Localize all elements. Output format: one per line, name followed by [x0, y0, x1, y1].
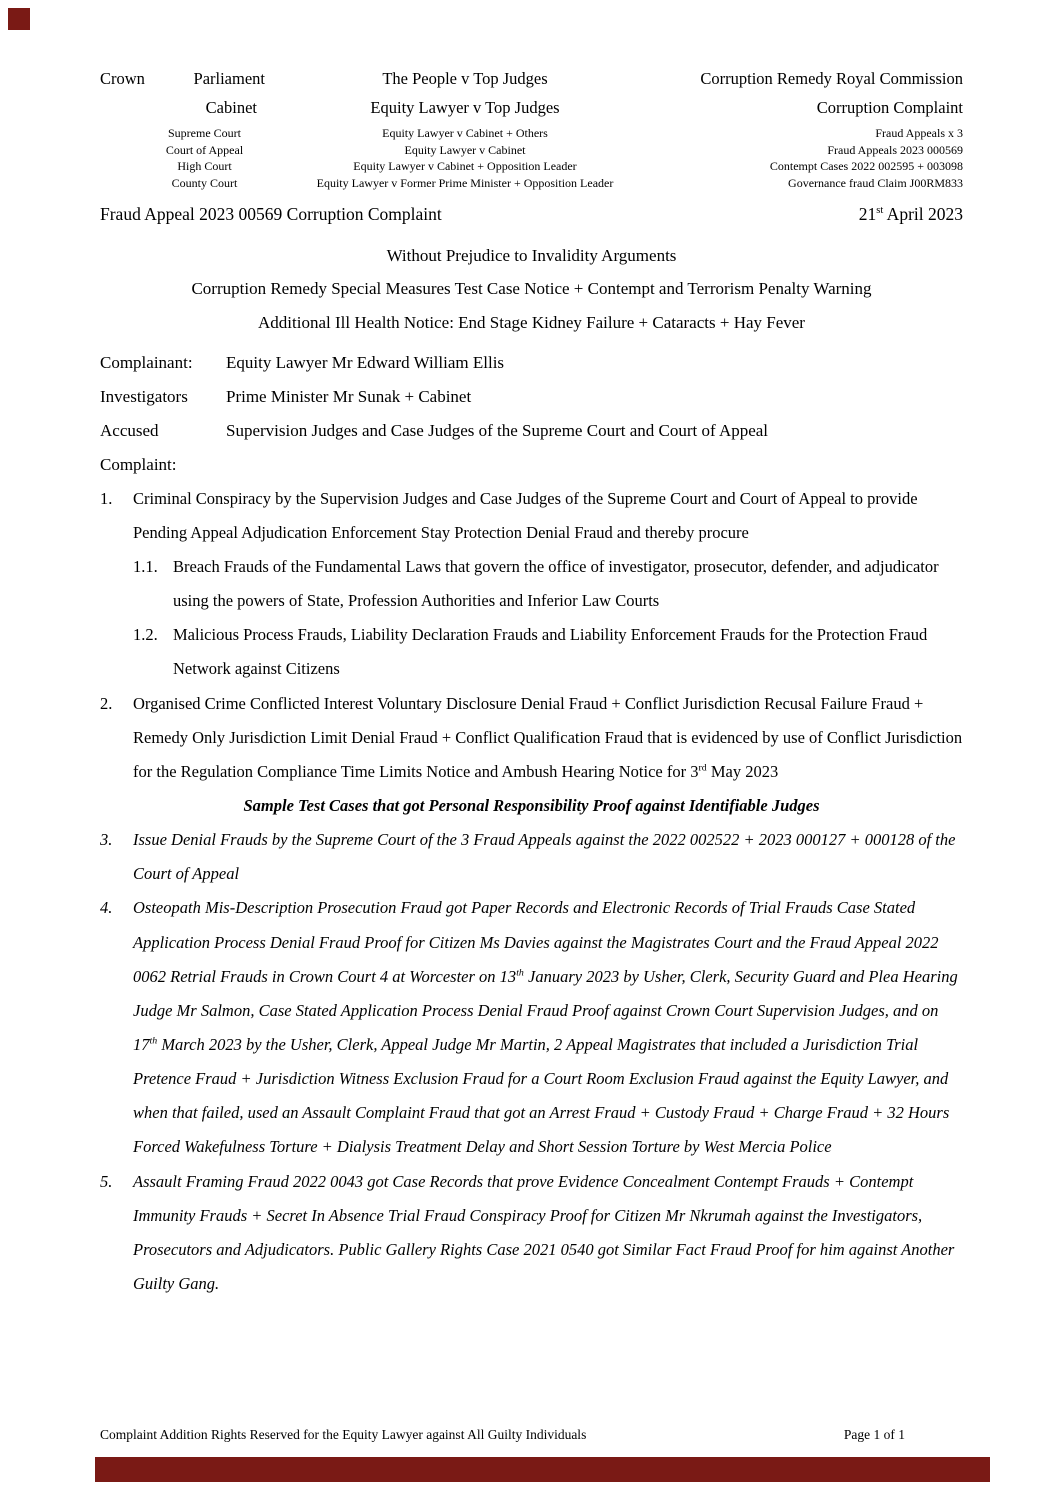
bottom-redaction-bar: [95, 1457, 990, 1482]
complaint-item-1-2: [133, 618, 963, 686]
item-number: 4.: [100, 898, 113, 918]
header-commission: Corruption Remedy Royal Commission: [700, 69, 963, 88]
reference-list-item: Governance fraud Claim J00RM833: [788, 176, 963, 191]
item-text: Malicious Process Frauds, Liability Declaration Frauds and Liability Enforcement Frauds for the Protection Fraud Network against Citizens: [173, 625, 928, 679]
party-row: [100, 380, 963, 414]
case-list: [265, 125, 665, 192]
complaint-item-3: [100, 823, 963, 891]
page-footer: [100, 1427, 963, 1443]
complaint-item-4: [100, 891, 963, 1164]
item-number: 1.: [100, 488, 113, 508]
header-case-title-2: Equity Lawyer v Top Judges: [370, 98, 560, 118]
party-value: [226, 448, 963, 482]
party-label: Complaint:: [100, 454, 177, 474]
party-row: [100, 346, 963, 380]
item-number: 3.: [100, 830, 113, 850]
court-list-item: High Court: [177, 159, 232, 174]
item-number: 5.: [100, 1171, 113, 1191]
footer-note: Complaint Addition Rights Reserved for the Equity Lawyer against All Guilty Individuals: [100, 1427, 587, 1442]
court-list: [122, 125, 287, 192]
party-row: [100, 448, 963, 482]
header-crown: Crown: [100, 69, 145, 88]
party-value: Supervision Judges and Case Judges of the Supreme Court and Court of Appeal: [226, 420, 769, 440]
complaint-list: [100, 482, 963, 1301]
court-list-item: Court of Appeal: [165, 142, 244, 157]
item-text: Issue Denial Frauds by the Supreme Court of the 3 Fraud Appeals against the 2022 002522 + 2023 000127 + 000128 of the Court of Appeal: [133, 830, 956, 884]
party-value: Equity Lawyer Mr Edward William Ellis: [226, 352, 505, 372]
header-row-1: [100, 64, 963, 93]
court-list-item: County Court: [171, 176, 238, 191]
item-text: Osteopath Mis-Description Prosecution Fraud got Paper Records and Electronic Records of Trial Frauds Case Stated Application Process Denial Fraud Proof for Citizen Ms Davies against the Magistrates Court and the Fraud Appeal 2022 0062 Retrial Frauds in Crown Court 4 at Worcester on 13th January 2023 by Usher, Clerk, Security Guard and Plea Hearing Judge Mr Salmon, Case Stated Application Process Denial Fraud Proof against Crown Court Supervision Judges, and on 17th March 2023 by the Usher, Clerk, Appeal Judge Mr Martin, 2 Appeal Magistrates that included a Jurisdiction Trial Pretence Fraud + Jurisdiction Witness Exclusion Fraud for a Court Room Exclusion Fraud against the Equity Lawyer, and when that failed, used an Assault Complaint Fraud that got an Arrest Fraud + Custody Fraud + Charge Fraud + 32 Hours Forced Wakefulness Torture + Dialysis Treatment Delay and Short Session Torture by West Mercia Police: [133, 898, 958, 1157]
header-row-2: [100, 93, 963, 122]
reference-list-item: Contempt Cases 2022 002595 + 003098: [769, 159, 963, 174]
parties-block: [100, 346, 963, 482]
notice-block: [100, 239, 963, 338]
party-label: Accused: [100, 420, 159, 440]
party-label: Complainant:: [100, 352, 193, 372]
reference-list: [665, 125, 963, 192]
document-title: Fraud Appeal 2023 00569 Corruption Complaint: [100, 203, 442, 224]
sample-cases-heading: Sample Test Cases that got Personal Responsibility Proof against Identifiable Judges: [243, 795, 820, 815]
case-list-item: Equity Lawyer v Cabinet + Opposition Leader: [353, 159, 577, 174]
complaint-item-1-1: [133, 550, 963, 618]
header-case-title-1: The People v Top Judges: [382, 69, 548, 88]
page-number: Page 1 of 1: [843, 1427, 905, 1442]
corner-redaction-mark: [8, 8, 30, 30]
party-label: Investigators: [100, 386, 188, 406]
complaint-item-2: [100, 687, 963, 789]
document-date: 21st April 2023: [858, 203, 963, 224]
item-text: Criminal Conspiracy by the Supervision Judges and Case Judges of the Supreme Court and Court of Appeal to provide Pending Appeal Adjudication Enforcement Stay Protection Denial Fraud and thereby procure: [133, 488, 918, 542]
header-reference-lists: [100, 125, 963, 192]
party-value: Prime Minister Mr Sunak + Cabinet: [226, 386, 472, 406]
court-list-item: Supreme Court: [168, 125, 241, 140]
case-list-item: Equity Lawyer v Former Prime Minister + Opposition Leader: [316, 176, 614, 191]
item-text: Assault Framing Fraud 2022 0043 got Case Records that prove Evidence Concealment Contempt Frauds + Contempt Immunity Frauds + Secret In Absence Trial Fraud Conspiracy Proof for Citizen Mr Nkrumah against the Investigators, Prosecutors and Adjudicators. Public Gallery Rights Case 2021 0540 got Similar Fact Fraud Proof for him against Another Guilty Gang.: [133, 1171, 955, 1293]
item-number: 1.2.: [133, 625, 158, 645]
item-number: 1.1.: [133, 556, 158, 576]
reference-list-item: Fraud Appeals 2023 000569: [827, 142, 963, 157]
case-list-item: Equity Lawyer v Cabinet: [404, 142, 526, 157]
case-list-item: Equity Lawyer v Cabinet + Others: [382, 125, 548, 140]
item-number: 2.: [100, 693, 113, 713]
header-parliament: Parliament: [193, 69, 265, 88]
title-row: [100, 202, 963, 227]
header-cabinet: Cabinet: [205, 98, 257, 118]
notice-line: Corruption Remedy Special Measures Test Case Notice + Contempt and Terrorism Penalty Warning: [191, 279, 872, 299]
notice-line: Without Prejudice to Invalidity Arguments: [386, 246, 677, 266]
reference-list-item: Fraud Appeals x 3: [875, 125, 963, 140]
party-row: [100, 414, 963, 448]
complaint-item-1: [100, 482, 963, 550]
item-text: Organised Crime Conflicted Interest Voluntary Disclosure Denial Fraud + Conflict Jurisdiction Recusal Failure Fraud + Remedy Only Jurisdiction Limit Denial Fraud + Conflict Qualification Fraud that is evidenced by use of Conflict Jurisdiction for the Regulation Compliance Time Limits Notice and Ambush Hearing Notice for 3rd May 2023: [133, 693, 963, 781]
header-left-group: [100, 64, 265, 93]
complaint-item-5: [100, 1165, 963, 1302]
header-complaint-type: Corruption Complaint: [816, 98, 963, 118]
notice-line: Additional Ill Health Notice: End Stage Kidney Failure + Cataracts + Hay Fever: [258, 312, 805, 332]
item-text: Breach Frauds of the Fundamental Laws that govern the office of investigator, prosecutor, defender, and adjudicator using the powers of State, Profession Authorities and Inferior Law Courts: [173, 556, 939, 611]
